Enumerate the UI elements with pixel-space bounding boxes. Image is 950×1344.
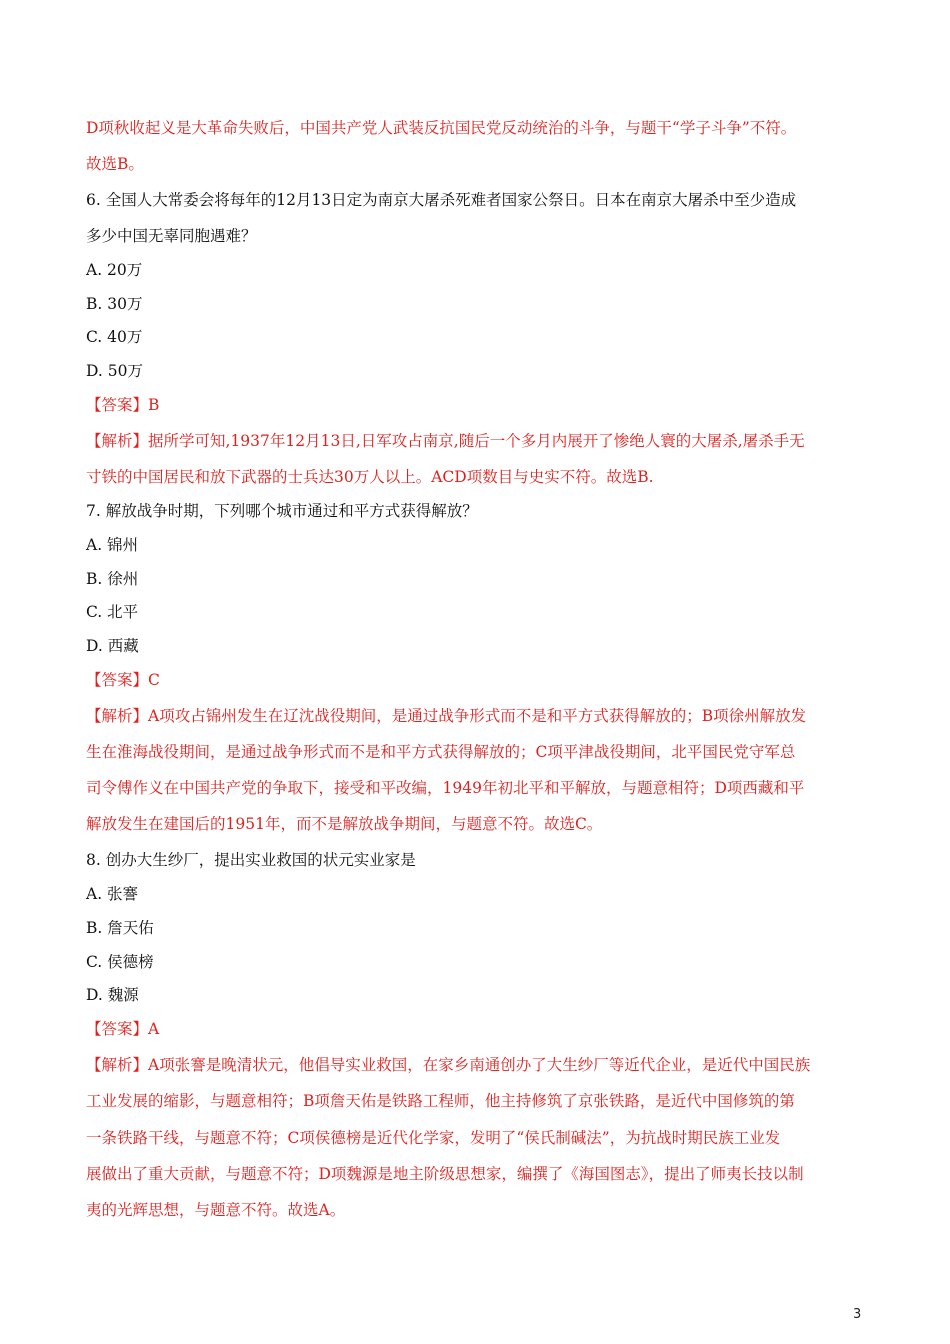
question-6-option-a: A. 20万 (86, 261, 143, 279)
analysis-tag: 【解析】 (86, 707, 149, 725)
question-7-option-b: B. 徐州 (86, 570, 139, 588)
question-8-answer (86, 1019, 159, 1039)
analysis-tag: 【解析】 (86, 432, 149, 450)
question-7-option-a: A. 锦州 (86, 536, 139, 554)
answer-tag: 【答案】 (86, 671, 149, 689)
question-6-stem: 6. 全国人大常委会将每年的12月13日定为南京大屠杀死难者国家公祭日。日本在南京大屠杀中至少造成 (86, 191, 797, 209)
answer-value: B (148, 396, 160, 414)
question-7-option-d: D. 西藏 (86, 637, 139, 655)
question-6-analysis (86, 431, 805, 451)
question-6-option-b: B. 30万 (86, 295, 143, 313)
question-7-analysis: 司令傅作义在中国共产党的争取下，接受和平改编，1949年初北平和平解放，与题意相符；D项西藏和平 (86, 779, 805, 797)
question-6-answer (86, 395, 159, 415)
question-6-option-c: C. 40万 (86, 328, 143, 346)
question-6-option-d: D. 50万 (86, 362, 143, 380)
answer-tag: 【答案】 (86, 1020, 149, 1038)
question-6-analysis: 寸铁的中国居民和放下武器的士兵达30万人以上。ACD项数目与史实不符。故选B. (86, 468, 654, 486)
analysis-text: 据所学可知,1937年12月13日,日军攻占南京,随后一个多月内展开了惨绝人寰的大屠杀,屠杀手无 (148, 432, 805, 450)
question-7-analysis (86, 706, 806, 726)
question-7-analysis: 生在淮海战役期间，是通过战争形式而不是和平方式获得解放的；C项平津战役期间，北平国民党守军总 (86, 743, 796, 761)
question-6-stem: 多少中国无辜同胞遇难？ (86, 227, 257, 245)
question-7-analysis: 解放发生在建国后的1951年，而不是解放战争期间，与题意不符。故选C。 (86, 815, 603, 833)
question-8-analysis: 一条铁路干线，与题意不符；C项侯德榜是近代化学家，发明了“侯氏制碱法”，为抗战时期民族工业发 (86, 1129, 781, 1147)
intro-analysis-line: 故选B。 (86, 155, 144, 173)
answer-value: C (148, 671, 160, 689)
answer-value: A (148, 1020, 160, 1038)
question-7-stem: 7. 解放战争时期，下列哪个城市通过和平方式获得解放？ (86, 502, 478, 520)
question-8-analysis: 夷的光辉思想，与题意不符。故选A。 (86, 1201, 346, 1219)
question-8-option-d: D. 魏源 (86, 986, 139, 1004)
answer-tag: 【答案】 (86, 396, 149, 414)
question-8-option-b: B. 詹天佑 (86, 919, 154, 937)
analysis-text: A项张謇是晚清状元，他倡导实业救国，在家乡南通创办了大生纱厂等近代企业，是近代中国民族 (148, 1056, 811, 1074)
question-7-answer (86, 670, 160, 690)
page-number: 3 (853, 1307, 862, 1322)
analysis-tag: 【解析】 (86, 1056, 149, 1074)
question-8-analysis: 工业发展的缩影，与题意相符；B项詹天佑是铁路工程师，他主持修筑了京张铁路，是近代中国修筑的第 (86, 1092, 795, 1110)
question-8-option-a: A. 张謇 (86, 885, 139, 903)
question-8-stem: 8. 创办大生纱厂，提出实业救国的状元实业家是 (86, 851, 416, 869)
question-8-analysis (86, 1055, 810, 1075)
question-8-option-c: C. 侯德榜 (86, 953, 154, 971)
intro-analysis-line: D项秋收起义是大革命失败后，中国共产党人武装反抗国民党反动统治的斗争，与题干“学子斗争”不符。 (86, 119, 797, 137)
question-7-option-c: C. 北平 (86, 603, 139, 621)
question-8-analysis: 展做出了重大贡献，与题意不符；D项魏源是地主阶级思想家，编撰了《海国图志》，提出了师夷长技以制 (86, 1165, 804, 1183)
analysis-text: A项攻占锦州发生在辽沈战役期间，是通过战争形式而不是和平方式获得解放的；B项徐州解放发 (148, 707, 807, 725)
